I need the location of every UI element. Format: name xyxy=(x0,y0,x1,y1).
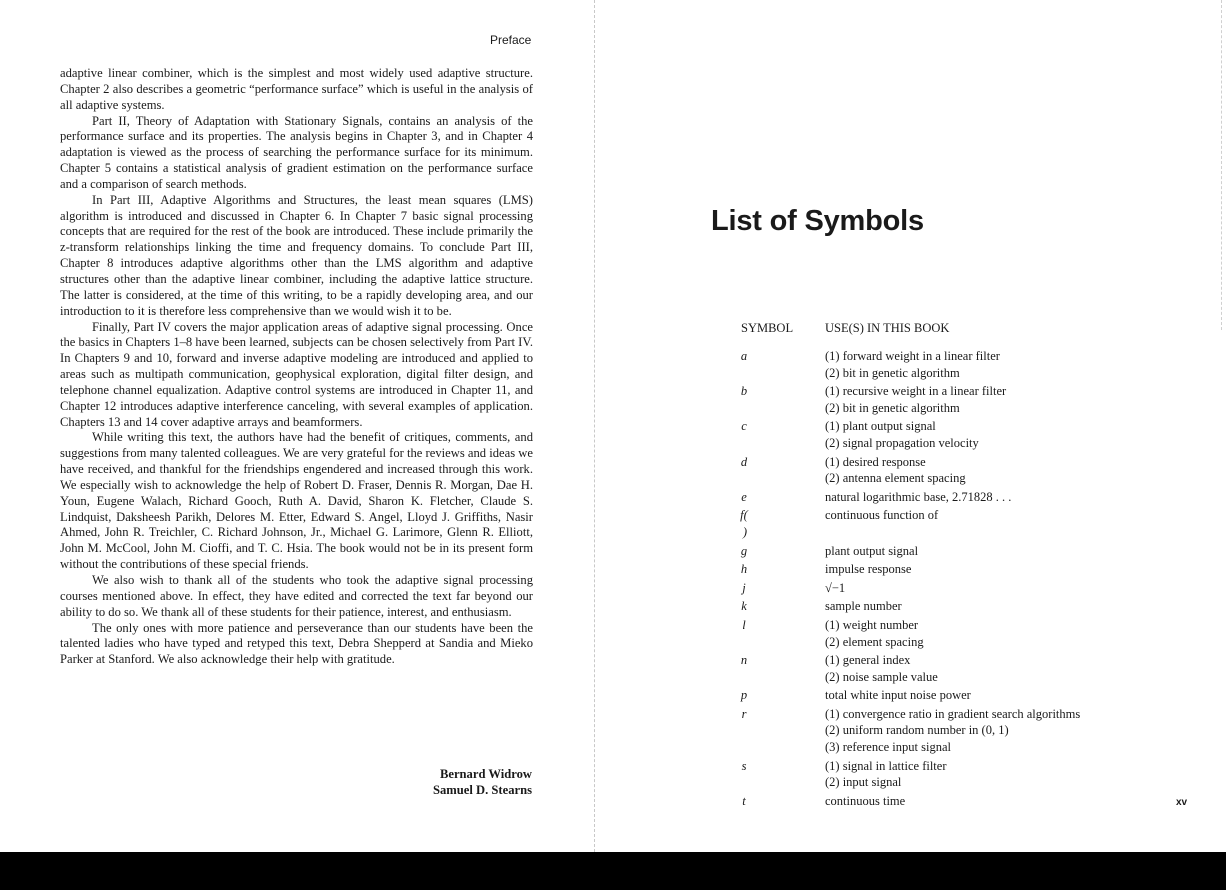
symbol-use-line: (1) signal in lattice filter xyxy=(825,758,947,773)
symbol-row xyxy=(741,580,1181,597)
symbol-use-line: (1) general index xyxy=(825,653,911,668)
symbol-glyph: n xyxy=(740,653,748,668)
symbol-glyph: l xyxy=(742,617,746,632)
symbol-use-line: plant output signal xyxy=(825,543,919,558)
symbol-glyph: t xyxy=(742,793,746,808)
left-page xyxy=(0,0,596,852)
symbol-row xyxy=(741,793,1181,810)
paragraph: In Part III, Adaptive Algorithms and Structures, the least mean squares (LMS) algorithm is introduced and discussed in Chapter 6. In Chapter 7 basic signal processing concepts that are required for the rest of the book are introduced. These include primarily the z-transform relationships linking the time and frequency domains. To conclude Part III, Chapter 8 introduces adaptive algorithms other than the LMS algorithm and adaptive structures other than the adaptive linear combiner, including the adaptive lattice structure. The latter is considered, at the time of this writing, to be a rapidly developing area, and our introduction to it is therefore less comprehensive than we would wish it to be. xyxy=(60,192,533,318)
symbol-row xyxy=(741,489,1181,506)
symbol-row xyxy=(741,507,1181,540)
page-number: xv xyxy=(1176,797,1188,808)
symbol-use-line: (2) element spacing xyxy=(825,634,924,649)
paragraph: The only ones with more patience and perseverance than our students have been the talented ladies who have typed and retyped this text, Debra Shepperd at Sandia and Mieko Parker at Stanford. We also acknowledge their help with gratitude. xyxy=(60,620,533,667)
symbol-use-line: (1) recursive weight in a linear filter xyxy=(825,384,1007,399)
symbol-row xyxy=(741,758,1181,791)
preface-body xyxy=(60,66,533,668)
symbol-row xyxy=(741,652,1181,685)
running-head: Preface xyxy=(490,33,532,47)
symbol-uses xyxy=(825,706,1181,756)
symbol-glyph: c xyxy=(741,419,747,434)
symbol-row xyxy=(741,383,1181,416)
symbol-cell xyxy=(741,489,825,506)
symbol-use-line: continuous time xyxy=(825,793,906,808)
symbol-uses xyxy=(825,598,1181,615)
symbol-use-line: (2) bit in genetic algorithm xyxy=(825,365,960,380)
symbol-row xyxy=(741,706,1181,756)
symbol-cell xyxy=(741,454,825,487)
symbol-row xyxy=(741,348,1181,381)
symbol-uses xyxy=(825,543,1181,560)
symbol-uses xyxy=(825,687,1181,704)
symbol-cell xyxy=(741,507,825,540)
page-title: List of Symbols xyxy=(711,205,924,237)
symbol-cell xyxy=(741,348,825,381)
symbol-uses xyxy=(825,617,1181,650)
symbol-use-line: continuous function of xyxy=(825,508,939,523)
symbol-cell xyxy=(741,580,825,597)
symbol-uses xyxy=(825,652,1181,685)
symbol-row xyxy=(741,687,1181,704)
symbol-cell xyxy=(741,561,825,578)
symbol-cell xyxy=(741,793,825,810)
symbol-use-line: √−1 xyxy=(825,580,846,595)
symbol-uses xyxy=(825,418,1181,451)
symbol-row xyxy=(741,561,1181,578)
symbol-cell xyxy=(741,652,825,685)
symbol-uses xyxy=(825,454,1181,487)
symbol-column-header: SYMBOL xyxy=(741,321,794,335)
symbol-glyph: a xyxy=(740,349,748,363)
author-signatures xyxy=(380,767,532,799)
symbol-uses xyxy=(825,758,1181,791)
symbol-use-line: (3) reference input signal xyxy=(825,740,951,755)
symbol-cell xyxy=(741,383,825,416)
scan-edge-mark xyxy=(1221,0,1222,330)
paragraph: adaptive linear combiner, which is the simplest and most widely used adaptive structure. Chapter 2 also describes a geometric “performance surface” which is useful in the analysis of all adaptive systems. xyxy=(60,66,533,112)
symbol-uses xyxy=(825,507,1181,540)
symbol-use-line: (2) input signal xyxy=(825,775,902,790)
symbol-cell xyxy=(741,543,825,560)
symbol-use-line: natural logarithmic base, 2.71828 . . . xyxy=(825,489,1012,504)
paragraph: We also wish to thank all of the students who took the adaptive signal processing courses mentioned above. In effect, they have edited and corrected the text far beyond our ability to do so. We thank all of these students for their patience, interest, and enthusiasm. xyxy=(60,573,533,619)
symbol-use-line: total white input noise power xyxy=(825,688,971,703)
symbol-glyph: e xyxy=(741,489,747,504)
uses-column-header: USE(S) IN THIS BOOK xyxy=(825,321,950,335)
symbol-row xyxy=(741,598,1181,615)
symbol-row xyxy=(741,543,1181,560)
author-name: Samuel D. Stearns xyxy=(432,782,532,797)
symbol-use-line: (2) uniform random number in (0, 1) xyxy=(825,723,1009,738)
symbol-use-line: impulse response xyxy=(825,562,912,577)
symbol-use-line: (2) signal propagation velocity xyxy=(825,435,979,450)
symbol-use-line: (2) bit in genetic algorithm xyxy=(825,400,960,415)
symbol-use-line: (1) plant output signal xyxy=(825,419,936,434)
symbol-use-line: (2) antenna element spacing xyxy=(825,471,966,486)
symbol-uses xyxy=(825,348,1181,381)
symbol-glyph: r xyxy=(741,706,747,721)
symbol-glyph: g xyxy=(740,543,748,558)
symbol-uses xyxy=(825,793,1181,810)
symbol-use-line: (1) desired response xyxy=(825,454,926,469)
symbol-use-line: (2) noise sample value xyxy=(825,669,938,684)
book-gutter xyxy=(594,0,595,852)
right-page xyxy=(596,0,1226,852)
symbol-glyph: d xyxy=(740,454,748,469)
symbol-glyph: b xyxy=(740,384,748,399)
symbol-use-line: (1) weight number xyxy=(825,617,919,632)
author-name: Bernard Widrow xyxy=(439,767,532,781)
symbol-cell xyxy=(741,418,825,451)
symbol-use-line: (1) forward weight in a linear filter xyxy=(825,349,1000,363)
symbol-cell xyxy=(741,617,825,650)
symbol-uses xyxy=(825,561,1181,578)
symbol-list xyxy=(741,348,1181,811)
symbol-cell xyxy=(741,706,825,756)
symbol-use-line: (1) convergence ratio in gradient search algorithms xyxy=(825,706,1081,721)
symbol-uses xyxy=(825,383,1181,416)
symbol-cell xyxy=(741,687,825,704)
paragraph: Part II, Theory of Adaptation with Stationary Signals, contains an analysis of the performance surface and its properties. The analysis begins in Chapter 3, and in Chapter 4 adaptation is viewed as the process of searching the performance surface for its minimum. Chapter 5 contains a statistical analysis of gradient estimation on the performance surface and a comparison of search methods. xyxy=(60,113,533,191)
symbol-glyph: k xyxy=(741,599,747,614)
symbol-uses xyxy=(825,580,1181,597)
symbol-row xyxy=(741,454,1181,487)
paragraph: While writing this text, the authors have had the benefit of critiques, comments, and suggestions from many talented colleagues. We are very grateful for the reviews and ideas we have received, and thankful for the friendships engendered and increased through this work. We especially wish to acknowledge the help of Robert D. Fraser, Dennis R. Morgan, Dae H. Youn, Eugene Walach, Richard Gooch, Ruth A. David, Sharon K. Fletcher, Claude S. Lindquist, Daksheesh Parikh, Delores M. Etter, Edward S. Angel, Lloyd J. Griffiths, Nasir Ahmed, John R. Treichler, C. Richard Johnson, Jr., Michael G. Larimore, Glenn R. Elliott, John M. McCool, John M. Cioffi, and T. C. Hsia. The book would not be in its present form without the contributions of these special friends. xyxy=(60,430,533,572)
symbol-glyph: s xyxy=(741,758,747,773)
symbol-uses xyxy=(825,489,1181,506)
symbol-row xyxy=(741,418,1181,451)
paragraph: Finally, Part IV covers the major application areas of adaptive signal processing. Once the basics in Chapters 1–8 have been learned, subjects can be chosen selectively from Part IV. In Chapters 9 and 10, forward and inverse adaptive modeling are introduced and applied to areas such as multipath communication, geophysical exploration, digital filter design, and telephone channel equalization. Adaptive control systems are introduced in Chapter 11, and Chapter 12 introduces adaptive interference canceling, with several examples of application. Chapters 13 and 14 cover adaptive arrays and beamformers. xyxy=(60,319,533,429)
symbol-row xyxy=(741,617,1181,650)
symbol-glyph: p xyxy=(740,688,748,703)
symbol-use-line: sample number xyxy=(825,599,902,614)
symbol-cell xyxy=(741,758,825,791)
symbol-glyph: f( ) xyxy=(740,508,748,539)
symbol-glyph: j xyxy=(742,580,746,595)
symbol-glyph: h xyxy=(740,562,748,577)
scan-border xyxy=(0,852,1226,890)
symbol-cell xyxy=(741,598,825,615)
